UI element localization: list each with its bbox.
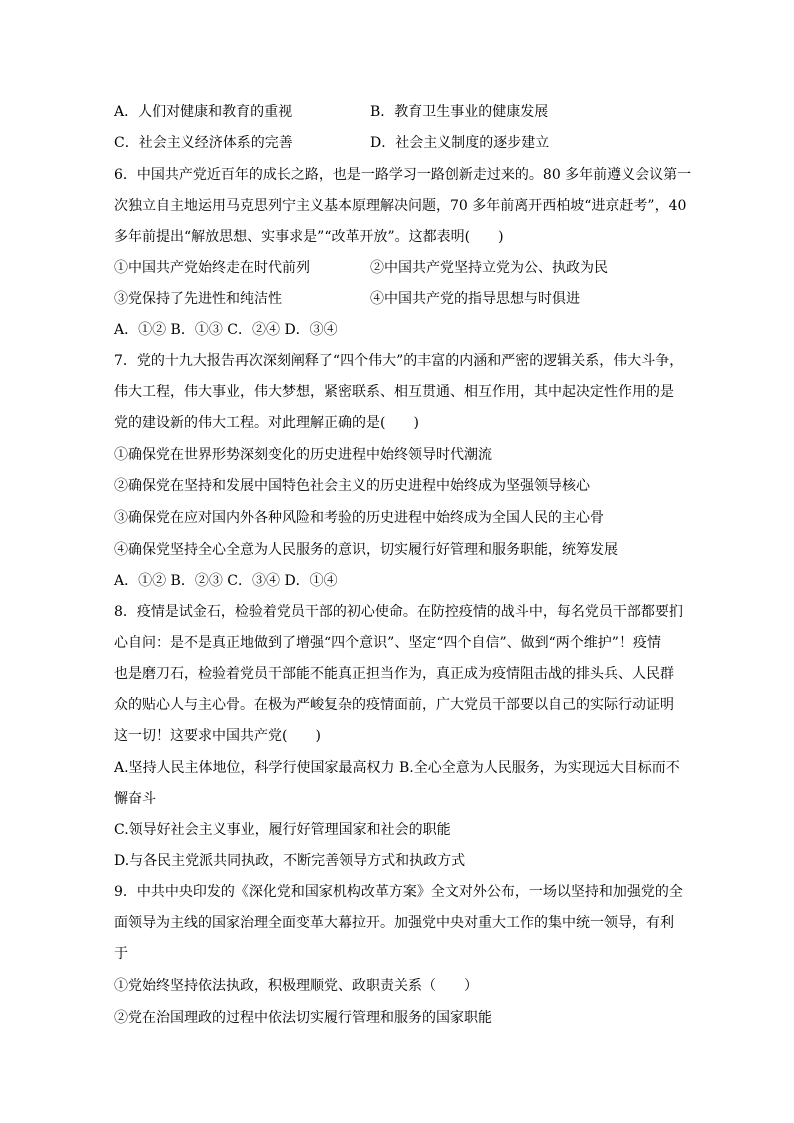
q9-stem-line-2: 面领导为主线的国家治理全面变革大幕拉开。加强党中央对重大工作的集中统一领导，有利 (114, 915, 674, 931)
q6-stem-line-1: 6．中国共产党近百年的成长之路，也是一路学习一路创新走过来的。80 多年前遵义会议第一 (114, 167, 692, 183)
q6-item-3: ③党保持了先进性和纯洁性 (114, 291, 282, 307)
q5-options-row-2 (114, 133, 684, 153)
q7-stem-line-1: 7．党的十九大报告再次深刻阐释了“四个伟大”的丰富的内涵和严密的逻辑关系，伟大斗争， (114, 353, 684, 369)
q8-stem-line-3: 也是磨刀石，检验着党员干部能不能真正担当作为，真正成为疫情阻击战的排头兵、人民群 (114, 666, 674, 682)
q5-option-c: C．社会主义经济体系的完善 (114, 135, 293, 151)
q7-item-3: ③确保党在应对国内外各种风险和考验的历史进程中始终成为全国人民的主心骨 (114, 510, 604, 526)
q7-stem-line-3: 党的建设新的伟大工程。对此理解正确的是( ) (114, 415, 419, 431)
q8-option-c: C.领导好社会主义事业，履行好管理国家和社会的职能 (114, 822, 451, 838)
q6-item-1: ①中国共产党始终走在时代前列 (114, 260, 310, 276)
q8-stem-line-4: 众的贴心人与主心骨。在极为严峻复杂的疫情面前，广大党员干部要以自己的实际行动证明 (114, 697, 674, 713)
q7-item-4: ④确保党坚持全心全意为人民服务的意识，切实履行好管理和服务职能，统筹发展 (114, 542, 618, 558)
q7-choices: A．①② B．②③ C．③④ D．①④ (114, 573, 338, 589)
q6-items-row-1 (114, 258, 684, 278)
q6-choices: A．①② B．①③ C．②④ D．③④ (114, 322, 338, 338)
q8-stem-line-5: 这一切！这要求中国共产党( ) (114, 728, 321, 744)
q6-stem-line-2: 次独立自主地运用马克思列宁主义基本原理解决问题，70 多年前离开西柏坡“进京赶考”，40 (114, 198, 687, 214)
q6-stem-line-3: 多年前提出“解放思想、实事求是”“改革开放”。这都表明( ) (114, 229, 504, 245)
q9-item-1: ①党始终坚持依法执政，积极理顺党、政职责关系（ ） (114, 978, 478, 994)
q8-option-ab: A.坚持人民主体地位，科学行使国家最高权力 B.全心全意为人民服务，为实现远大目标而不 (114, 760, 680, 776)
q9-stem-line-1: 9．中共中央印发的《深化党和国家机构改革方案》全文对外公布，一场以坚持和加强党的全 (114, 884, 683, 900)
q5-option-a: A．人们对健康和教育的重视 (114, 104, 293, 120)
q8-stem-line-1: 8．疫情是试金石，检验着党员干部的初心使命。在防控疫情的战斗中，每名党员干部都要扪 (114, 604, 683, 620)
q5-options-row-1 (114, 102, 684, 122)
q8-option-d: D.与各民主党派共同执政，不断完善领导方式和执政方式 (114, 853, 466, 869)
q8-option-b-continued: 懈奋斗 (114, 791, 156, 807)
q6-item-2: ②中国共产党坚持立党为公、执政为民 (370, 260, 608, 276)
q7-item-2: ②确保党在坚持和发展中国特色社会主义的历史进程中始终成为坚强领导核心 (114, 478, 590, 494)
q9-stem-line-3: 于 (114, 946, 128, 962)
q5-option-b: B．教育卫生事业的健康发展 (370, 104, 549, 120)
q7-stem-line-2: 伟大工程，伟大事业，伟大梦想，紧密联系、相互贯通、相互作用，其中起决定性作用的是 (114, 384, 674, 400)
q6-items-row-2 (114, 289, 684, 309)
q8-stem-line-2: 心自问：是不是真正地做到了增强“四个意识”、坚定“四个自信”、做到“两个维护”！疫情 (114, 635, 661, 651)
q9-item-2: ②党在治国理政的过程中依法切实履行管理和服务的国家职能 (114, 1010, 492, 1026)
q6-item-4: ④中国共产党的指导思想与时俱进 (370, 291, 580, 307)
q5-option-d: D．社会主义制度的逐步建立 (370, 135, 550, 151)
q7-item-1: ①确保党在世界形势深刻变化的历史进程中始终领导时代潮流 (114, 447, 492, 463)
